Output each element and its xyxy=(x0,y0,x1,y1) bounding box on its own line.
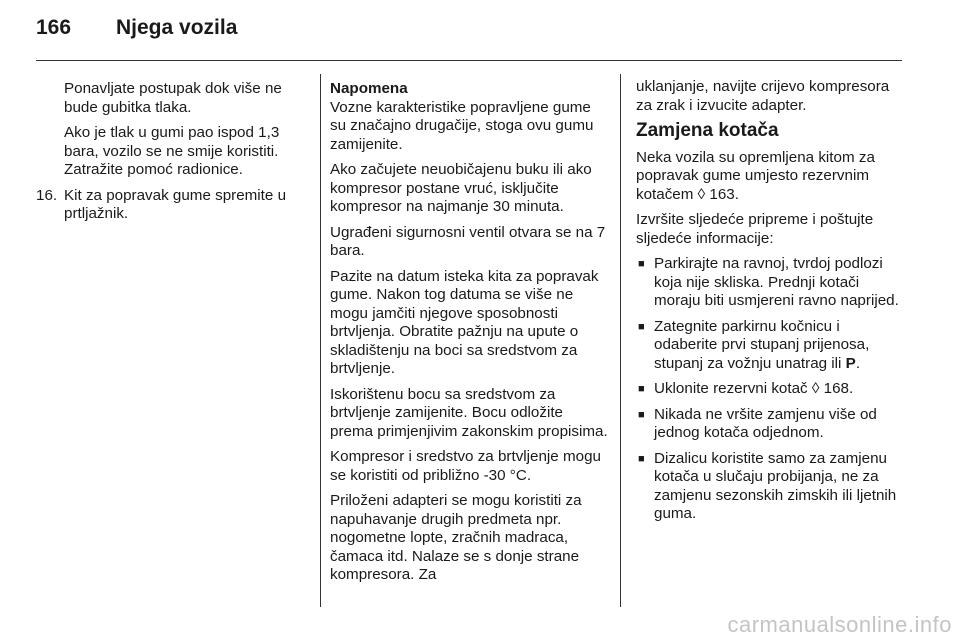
column-divider-2 xyxy=(620,74,621,607)
watermark: carmanualsonline.info xyxy=(727,612,952,637)
note-paragraph: Pazite na datum isteka kita za popravak gume. Nakon tog datuma se više ne mogu jamčiti njegove sposobnosti brtvljenja. Obratite pažnju na upute o skladištenju na boci sa sredstvom za brtvljenje. xyxy=(330,267,599,377)
column-divider-1 xyxy=(320,74,321,607)
bullet-icon: ■ xyxy=(638,258,645,270)
gear-letter: P xyxy=(845,354,856,372)
bullet-icon: ■ xyxy=(638,452,645,465)
list-item xyxy=(636,450,906,524)
page-number: 166 xyxy=(36,16,72,39)
note-paragraph: Vozne karakteristike popravljene gume su značajno drugačije, stoga ovu gumu zamijenite. xyxy=(330,98,594,153)
list-item xyxy=(636,406,906,443)
intro-paragraph xyxy=(636,149,906,205)
paragraph-pressure-warning: Ako je tlak u gumi pao ispod 1,3 bara, vozilo se ne smije koristiti. Zatražite pomoć radionice. xyxy=(64,124,280,178)
bullet-icon: ■ xyxy=(638,320,645,333)
note-paragraph: Iskorištenu bocu sa sredstvom za brtvljenje zamijenite. Bocu odložite prema primjenjivim zakonskim propisima. xyxy=(330,385,608,440)
page-title: Njega vozila xyxy=(116,16,238,39)
list-item-text-part: Zategnite parkirnu kočnicu i odaberite prvi stupanj prijenosa, stupanj za vožnju unatrag ili xyxy=(654,317,870,372)
note-paragraph: Kompresor i sredstvo za brtvljenje mogu se koristiti od približno -30 °C. xyxy=(330,448,601,484)
note-paragraph: Priloženi adapteri se mogu koristiti za napuhavanje drugih predmeta npr. nogometne lopte, zračnih madraca, čamaca itd. Nalaze se s donje strane kompresora. Za xyxy=(330,492,582,583)
paragraph-repeat: Ponavljate postupak dok više ne bude gubitka tlaka. xyxy=(64,80,282,116)
list-item xyxy=(636,255,906,311)
page-reference-link[interactable]: 168. xyxy=(823,380,854,397)
list-item-text: Parkirajte na ravnoj, tvrdoj podlozi koja nije skliska. Prednji kotači moraju biti usmjereni ravno naprijed. xyxy=(654,255,899,309)
list-item-text xyxy=(654,380,853,399)
bullet-icon: ■ xyxy=(638,383,645,395)
note-paragraph: Ako začujete neuobičajenu buku ili ako kompresor postane vruć, isključite kompresor na najmanje 30 minuta. xyxy=(330,161,592,215)
reference-arrow-icon: ◊ xyxy=(697,185,706,203)
page-header xyxy=(36,16,237,40)
step-16 xyxy=(36,187,306,224)
list-item-text-part: Uklonite rezervni kotač xyxy=(654,380,808,397)
step-text: Kit za popravak gume spremite u prtljažnik. xyxy=(64,186,287,222)
note-title: Napomena xyxy=(330,80,408,97)
bullet-icon: ■ xyxy=(638,408,645,421)
page-reference-link[interactable]: 163. xyxy=(709,185,739,203)
step-number: 16. xyxy=(36,186,58,204)
section-title: Zamjena kotača xyxy=(636,120,779,141)
bullet-list xyxy=(636,255,906,524)
note-paragraph: Ugrađeni sigurnosni ventil otvara se na 7 bara. xyxy=(330,223,606,259)
reference-arrow-icon: ◊ xyxy=(811,380,820,397)
list-item xyxy=(636,380,906,399)
list-item-text: Nikada ne vršite zamjenu više od jednog kotača odjednom. xyxy=(654,405,877,441)
intro-text: Neka vozila su opremljena kitom za popravak gume umjesto rezervnim kotačem xyxy=(636,148,875,203)
list-item-text-end: . xyxy=(855,354,861,372)
list-item-text xyxy=(654,318,906,374)
list-item xyxy=(636,318,906,374)
column-left xyxy=(36,80,306,224)
list-item-text: Dizalicu koristite samo za zamjenu kotača u slučaju probijanja, ne za zamjenu sezonskih zimskih ili ljetnih guma. xyxy=(654,449,897,522)
header-rule xyxy=(36,60,902,61)
intro-paragraph-2: Izvršite sljedeće pripreme i poštujte sljedeće informacije: xyxy=(636,211,874,247)
column-middle xyxy=(330,80,608,592)
continued-paragraph: uklanjanje, navijte crijevo kompresora za zrak i izvucite adapter. xyxy=(636,78,890,114)
column-right xyxy=(636,78,906,531)
